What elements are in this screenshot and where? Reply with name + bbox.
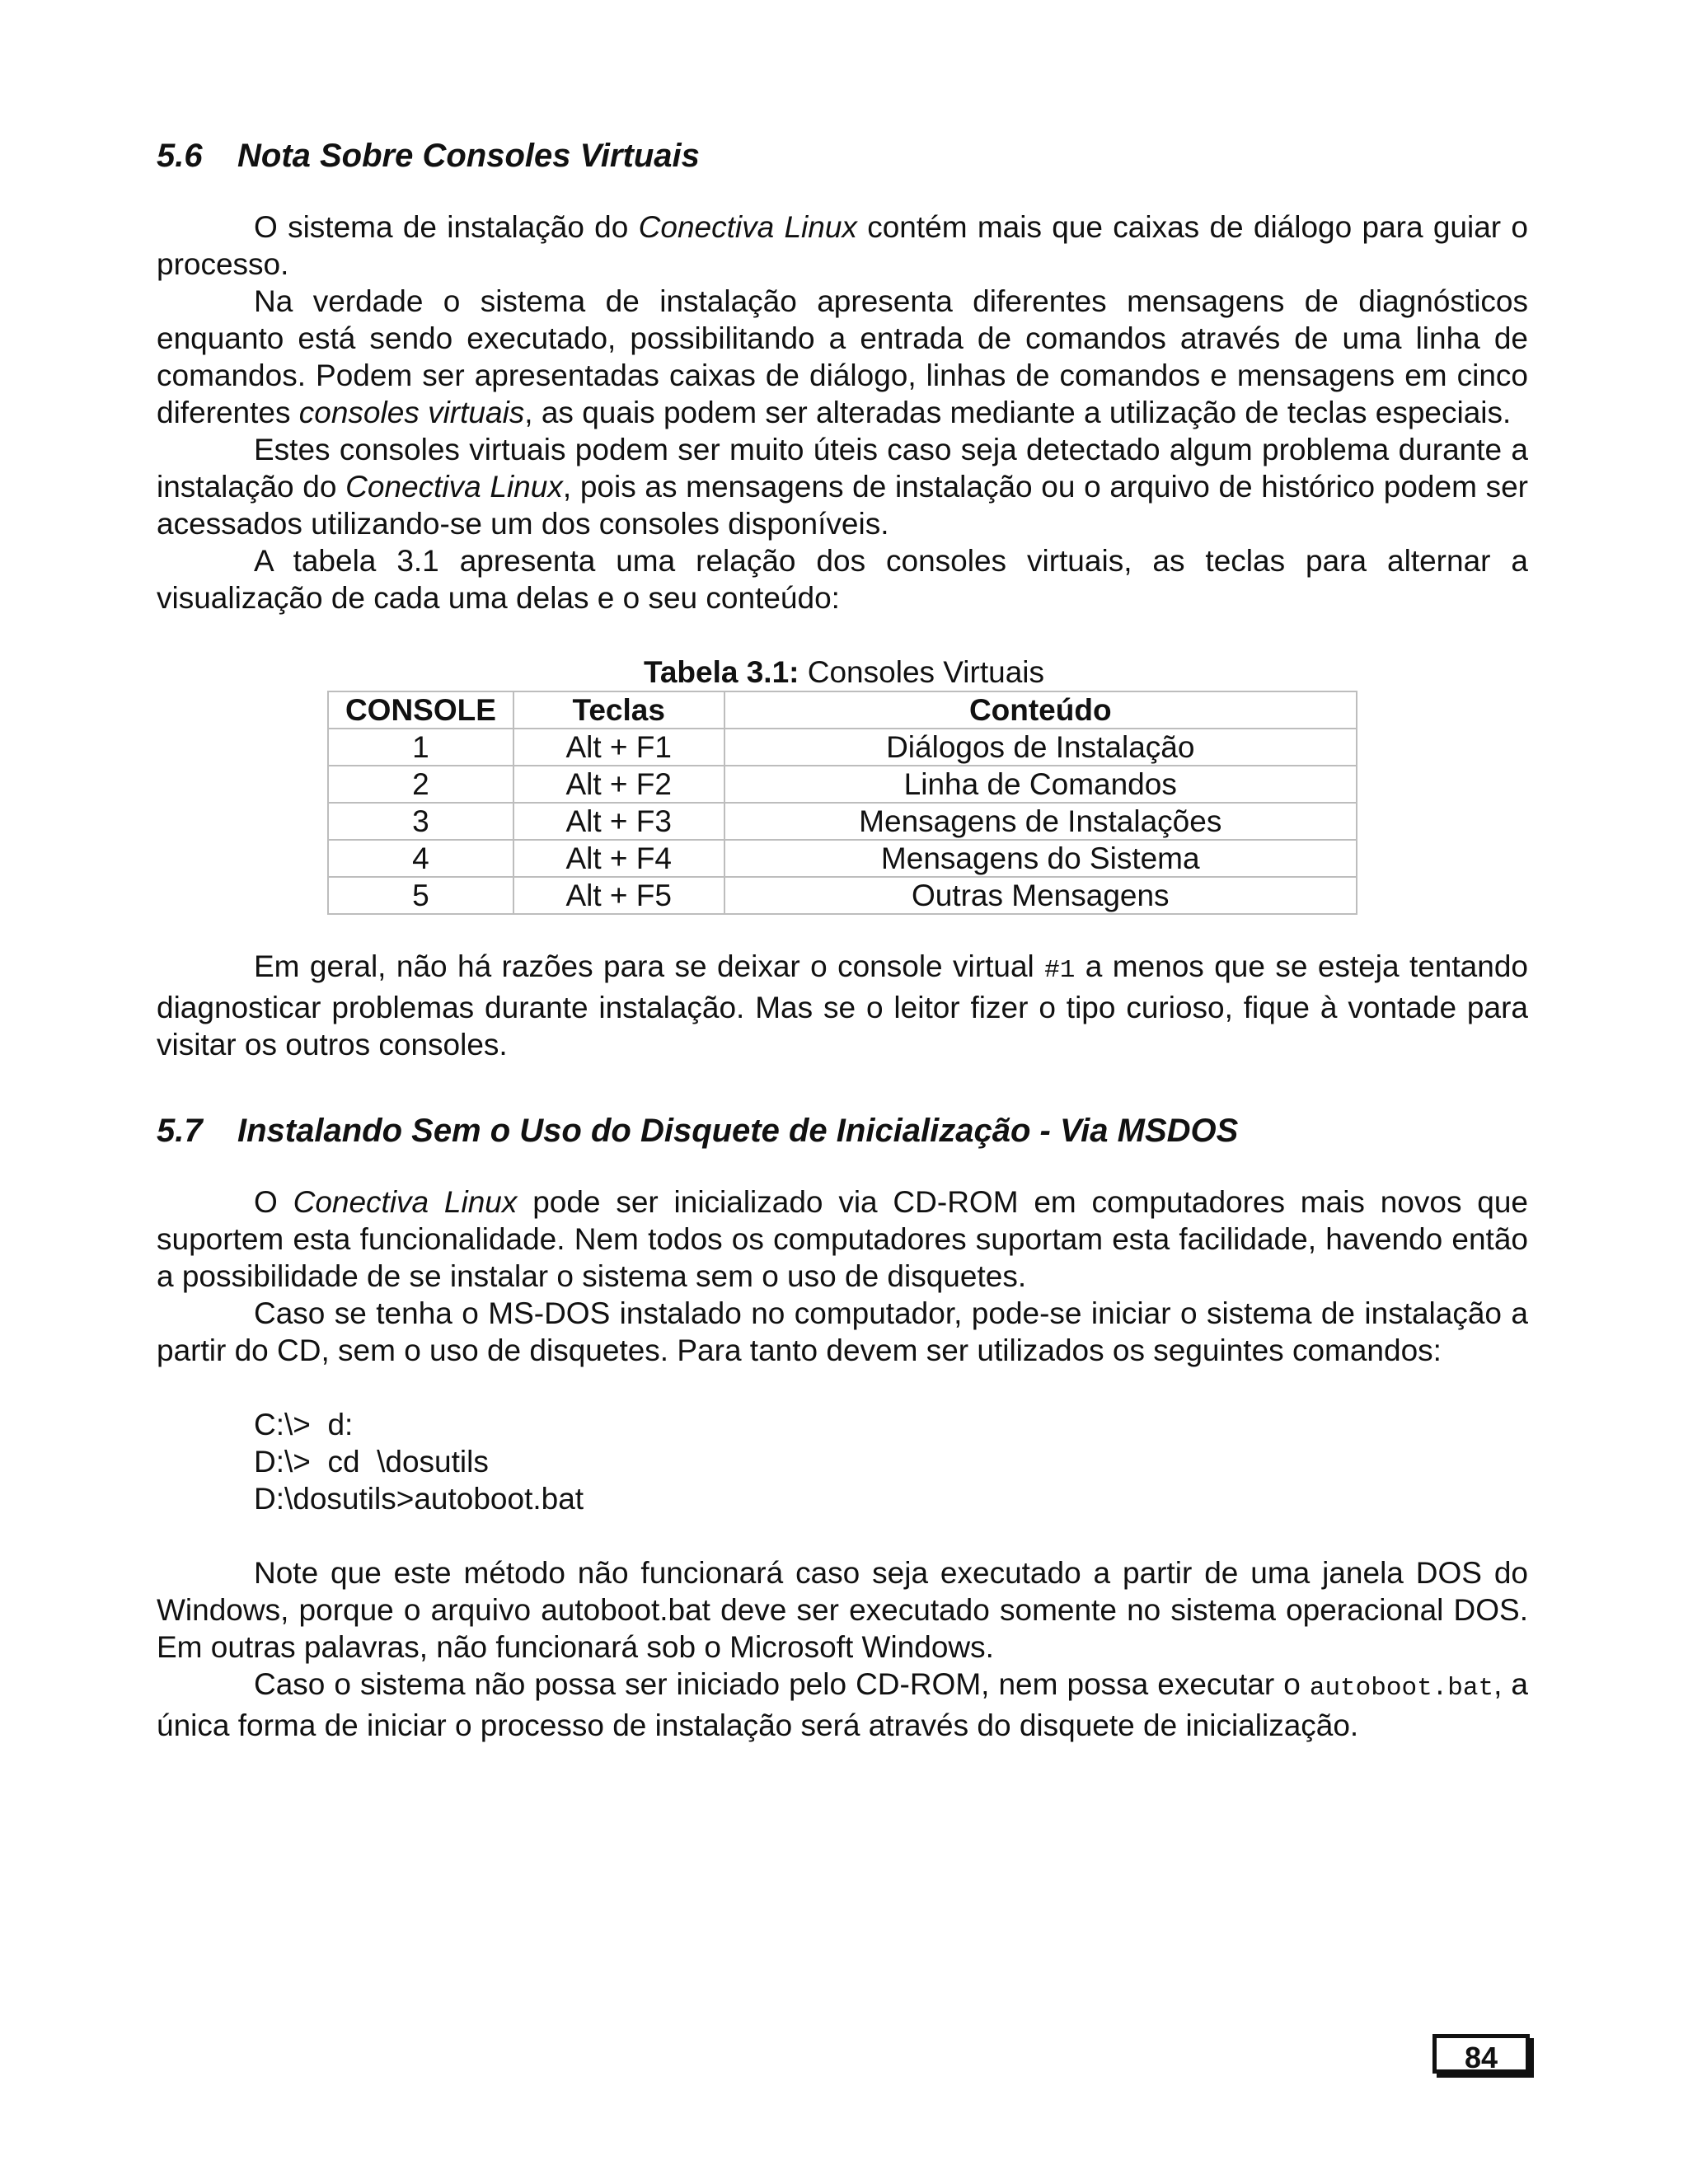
table-header-row [328, 691, 1357, 729]
column-header: Teclas [513, 691, 724, 729]
section-title: Instalando Sem o Uso do Disquete de Inicialização - Via MSDOS [237, 1113, 1239, 1149]
table-cell: Mensagens do Sistema [724, 840, 1357, 877]
section-heading-5-7 [157, 1111, 1528, 1151]
document-page [157, 124, 1528, 1744]
paragraph: Note que este método não funcionará caso seja executado a partir de uma janela DOS do Windows, porque o arquivo autoboot.bat deve ser executado somente no sistema operacional DOS. Em outras palavras, não funcionará sob o Microsoft Windows. [157, 1556, 1528, 1664]
text-run: pode ser inicializado via CD-ROM em computadores mais novos que suportem esta funcionalidade. Nem todos os computadores suportam esta facilidade, havendo então a possibilidade de se instalar o sistema sem o uso de disquetes. [157, 1185, 1529, 1293]
inline-code: autoboot.bat [1309, 1674, 1494, 1703]
table-row [328, 877, 1357, 914]
text-run: O [254, 1185, 293, 1219]
emphasis-text: consoles virtuais [298, 396, 525, 429]
section-heading-5-6 [157, 136, 1528, 176]
table-cell: Alt + F1 [513, 729, 724, 766]
table-cell: 2 [328, 766, 513, 803]
table-cell: 3 [328, 803, 513, 840]
product-name: Conectiva Linux [293, 1185, 518, 1219]
page-number: 84 [1432, 2034, 1530, 2074]
table-row [328, 766, 1357, 803]
command-block [254, 1406, 1528, 1517]
text-run: contém mais que caixas de diálogo para guiar o processo. [157, 210, 1528, 281]
command-line: D:\> cd \dosutils [254, 1445, 489, 1479]
column-header: Conteúdo [724, 691, 1357, 729]
text-run: , a única forma de iniciar o processo de instalação será através do disquete de inicialização. [157, 1667, 1528, 1742]
caption-text: Consoles Virtuais [799, 655, 1045, 689]
text-run: a menos que se esteja tentando diagnosticar problemas durante instalação. Mas se o leitor fizer o tipo curioso, fique à vontade para visitar os outros consoles. [157, 949, 1528, 1062]
table-cell: Alt + F4 [513, 840, 724, 877]
table-cell: Alt + F2 [513, 766, 724, 803]
text-run: , as quais podem ser alteradas mediante a utilização de teclas especiais. [524, 396, 1512, 429]
table-cell: 4 [328, 840, 513, 877]
table-row [328, 729, 1357, 766]
paragraph [157, 283, 1528, 431]
paragraph: Caso se tenha o MS-DOS instalado no computador, pode-se iniciar o sistema de instalação a partir do CD, sem o uso de disquetes. Para tanto devem ser utilizados os seguintes comandos: [157, 1296, 1528, 1367]
text-run: Estes consoles virtuais podem ser muito úteis caso seja detectado algum problema durante a instalação do [157, 433, 1528, 504]
table-cell: 1 [328, 729, 513, 766]
product-name: Conectiva Linux [345, 470, 563, 504]
table-caption [157, 654, 1528, 691]
inline-code: #1 [1044, 956, 1076, 985]
table-cell: Linha de Comandos [724, 766, 1357, 803]
product-name: Conectiva Linux [638, 210, 857, 244]
paragraph [157, 948, 1528, 1063]
text-run: O sistema de instalação do [254, 210, 639, 244]
table-cell: Diálogos de Instalação [724, 729, 1357, 766]
table-cell: Outras Mensagens [724, 877, 1357, 914]
caption-label: Tabela 3.1: [643, 655, 799, 689]
table-cell: Alt + F5 [513, 877, 724, 914]
section-number: 5.7 [157, 1113, 203, 1149]
text-run: Em geral, não há razões para se deixar o console virtual [254, 949, 1045, 983]
command-line: C:\> d: [254, 1408, 354, 1441]
table-cell: Alt + F3 [513, 803, 724, 840]
command-line: D:\dosutils>autoboot.bat [254, 1482, 584, 1516]
table-cell: Mensagens de Instalações [724, 803, 1357, 840]
text-run: Caso o sistema não possa ser iniciado pelo CD-ROM, nem possa executar o [254, 1667, 1310, 1701]
consoles-table [327, 691, 1357, 915]
table-row [328, 803, 1357, 840]
table-row [328, 840, 1357, 877]
text-run: , pois as mensagens de instalação ou o arquivo de histórico podem ser acessados utilizando-se um dos consoles disponíveis. [157, 470, 1529, 541]
column-header: CONSOLE [328, 691, 513, 729]
paragraph [157, 209, 1528, 283]
paragraph: A tabela 3.1 apresenta uma relação dos consoles virtuais, as teclas para alternar a visualização de cada uma delas e o seu conteúdo: [157, 544, 1528, 615]
section-title: Nota Sobre Consoles Virtuais [237, 138, 700, 174]
table-cell: 5 [328, 877, 513, 914]
paragraph [157, 1666, 1528, 1744]
text-run: Na verdade o sistema de instalação apresenta diferentes mensagens de diagnósticos enquanto está sendo executado, possibilitando a entrada de comandos através de uma linha de comandos. Podem ser apresentadas caixas de diálogo, linhas de comandos e mensagens em cinco diferentes [157, 284, 1528, 429]
paragraph [157, 1183, 1528, 1295]
section-number: 5.6 [157, 138, 203, 174]
paragraph [157, 431, 1528, 542]
